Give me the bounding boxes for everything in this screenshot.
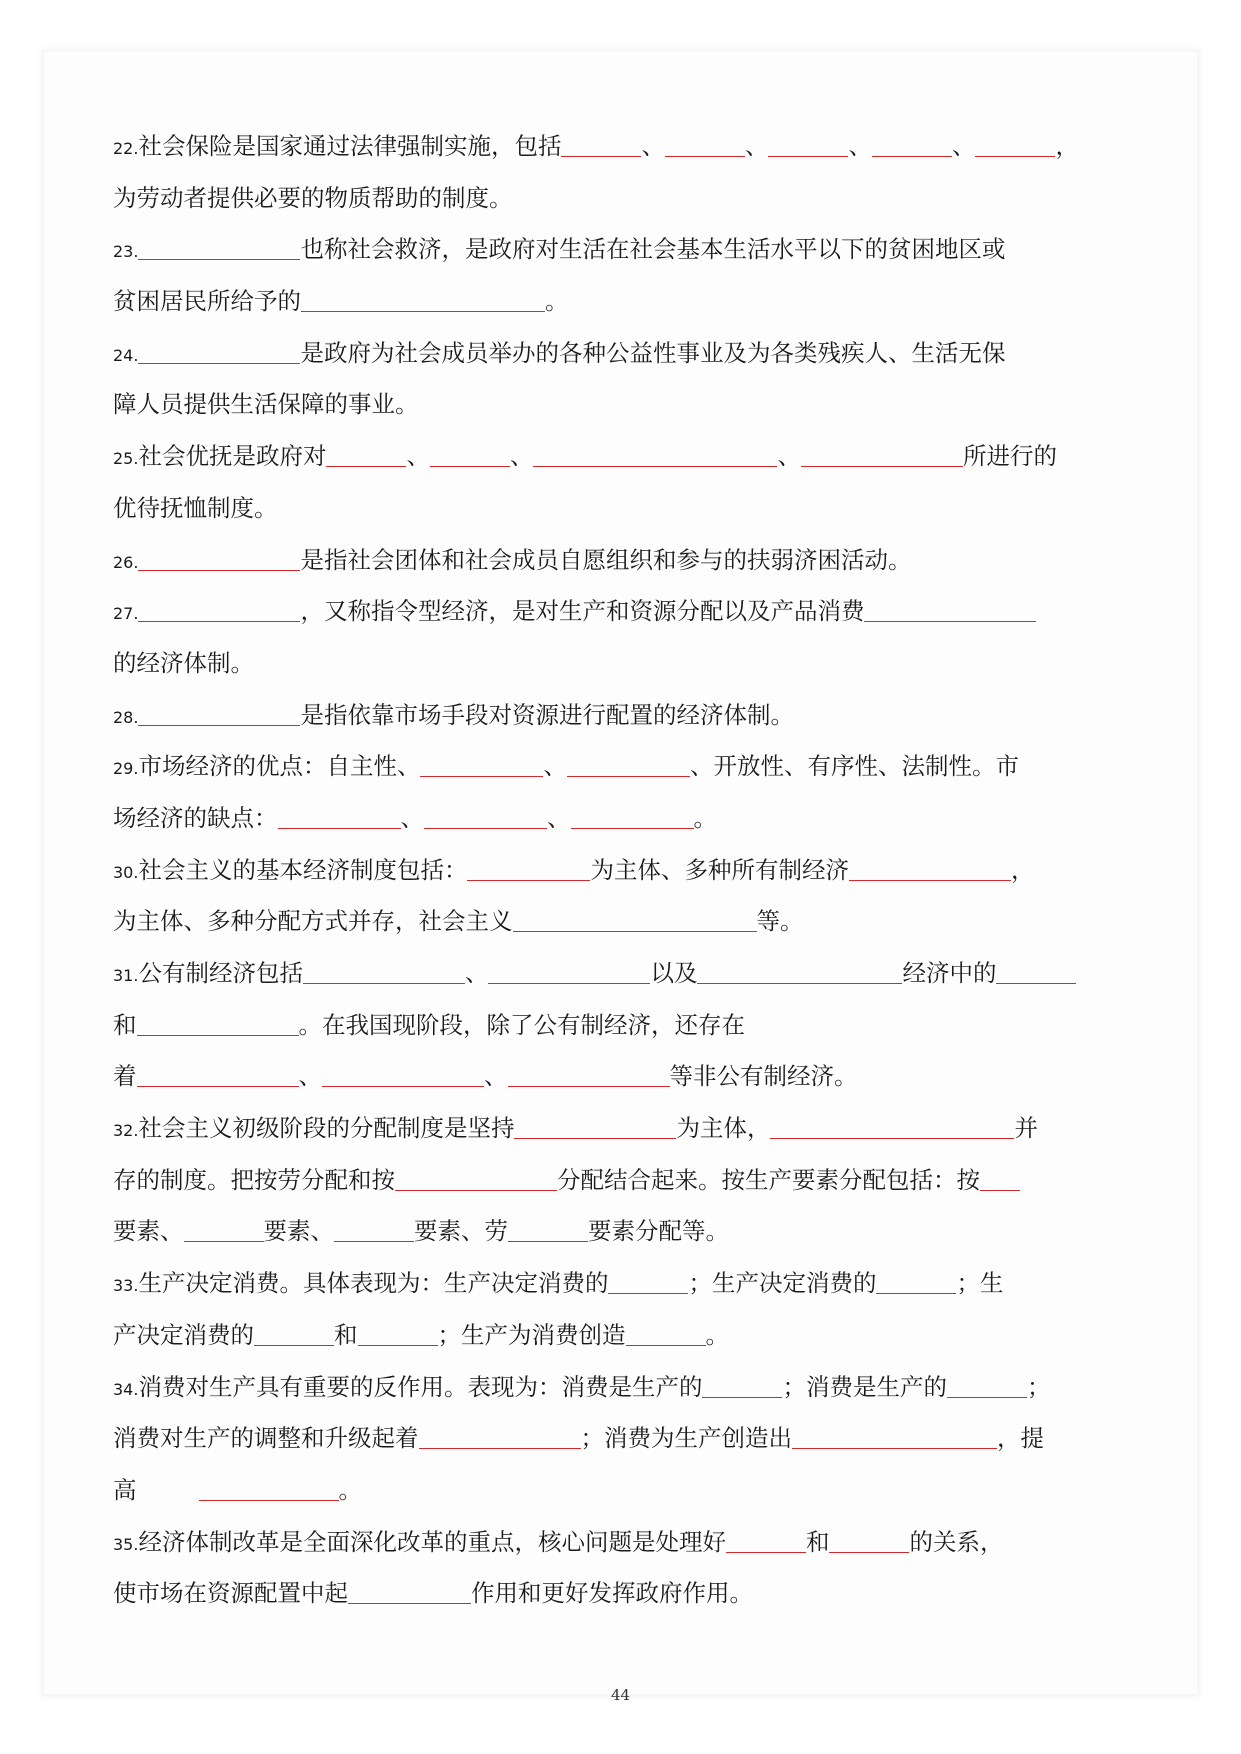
answer-blank[interactable] bbox=[322, 1064, 484, 1087]
question-text: 市场经济的优点：自主性、 bbox=[138, 752, 421, 781]
answer-blank[interactable] bbox=[801, 444, 963, 467]
question-24-cont bbox=[113, 382, 1143, 434]
question-30-cont bbox=[113, 899, 1143, 951]
question-number: 22. bbox=[113, 139, 139, 158]
question-34-cont bbox=[113, 1416, 1143, 1468]
question-text: 、 bbox=[777, 442, 801, 471]
question-33 bbox=[113, 1261, 1143, 1313]
answer-blank[interactable] bbox=[278, 806, 401, 829]
answer-blank[interactable] bbox=[770, 1116, 1014, 1139]
question-text: 和 bbox=[805, 1527, 830, 1556]
question-32 bbox=[113, 1106, 1143, 1158]
question-text: 障人员提供生活保障的事业。 bbox=[113, 390, 419, 419]
answer-blank[interactable] bbox=[975, 134, 1055, 157]
answer-blank[interactable] bbox=[571, 806, 694, 829]
question-text: ， bbox=[1010, 855, 1035, 884]
question-text: 消费对生产的调整和升级起着 bbox=[113, 1424, 419, 1453]
answer-blank[interactable] bbox=[184, 1219, 264, 1242]
question-number: 33. bbox=[113, 1276, 139, 1296]
question-text: 、 bbox=[641, 132, 665, 160]
answer-blank[interactable] bbox=[996, 961, 1076, 984]
answer-blank[interactable] bbox=[697, 961, 902, 984]
question-number: 31. bbox=[113, 966, 139, 985]
question-text: 贫困居民所给予的 bbox=[113, 287, 301, 316]
question-text: ；生产决定消费的 bbox=[688, 1269, 877, 1298]
question-29 bbox=[113, 744, 1143, 796]
question-text: 要素、 bbox=[113, 1217, 184, 1246]
answer-blank[interactable] bbox=[488, 961, 650, 984]
question-text: 是指社会团体和社会成员自愿组织和参与的扶弱济困活动。 bbox=[300, 545, 912, 574]
question-number: 32. bbox=[113, 1121, 139, 1141]
answer-blank[interactable] bbox=[137, 1064, 299, 1087]
question-text: 等非公有制经济。 bbox=[669, 1062, 858, 1091]
question-text: 经济中的 bbox=[902, 959, 997, 987]
question-34 bbox=[113, 1365, 1143, 1417]
question-text: ；生 bbox=[956, 1269, 1004, 1298]
question-text: 。 bbox=[705, 1320, 729, 1349]
question-text: 的关系， bbox=[909, 1527, 1004, 1556]
question-28 bbox=[113, 693, 1143, 745]
question-text: 经济体制改革是全面深化改革的重点，核心问题是处理好 bbox=[138, 1527, 726, 1556]
answer-blank[interactable] bbox=[424, 806, 547, 829]
question-text: 社会主义的基本经济制度包括： bbox=[138, 855, 468, 884]
answer-blank[interactable] bbox=[301, 289, 545, 312]
answer-blank[interactable] bbox=[138, 548, 300, 571]
answer-blank[interactable] bbox=[849, 858, 1011, 881]
question-text: 、 bbox=[848, 132, 872, 160]
question-number: 34. bbox=[113, 1379, 139, 1399]
question-text: ；消费为生产创造出 bbox=[580, 1424, 792, 1453]
question-text: 要素分配等。 bbox=[588, 1217, 729, 1246]
answer-blank[interactable] bbox=[430, 444, 510, 467]
question-text: 。 bbox=[693, 803, 717, 832]
question-number: 30. bbox=[113, 862, 139, 882]
answer-blank[interactable] bbox=[138, 703, 300, 726]
answer-blank[interactable] bbox=[980, 1168, 1020, 1191]
question-text: 、 bbox=[543, 752, 567, 781]
answer-blank[interactable] bbox=[254, 1323, 334, 1346]
answer-blank[interactable] bbox=[513, 909, 757, 932]
question-text: 为主体、多种分配方式并存，社会主义 bbox=[113, 907, 513, 936]
question-text: 的经济体制。 bbox=[113, 648, 254, 677]
question-text: 、 bbox=[298, 1062, 322, 1091]
question-22 bbox=[113, 124, 1143, 176]
question-number: 27. bbox=[113, 604, 139, 624]
answer-blank[interactable] bbox=[138, 237, 300, 260]
answer-blank[interactable] bbox=[138, 341, 300, 364]
question-text: 。 bbox=[545, 287, 569, 316]
question-text: 要素、 bbox=[263, 1217, 334, 1246]
question-text: 、 bbox=[464, 959, 489, 987]
answer-blank[interactable] bbox=[567, 754, 690, 777]
question-text: 要素、劳 bbox=[414, 1217, 508, 1246]
answer-blank[interactable] bbox=[533, 444, 777, 467]
question-text: 和 bbox=[334, 1320, 358, 1349]
question-text: 、 bbox=[509, 442, 534, 471]
question-text: 、 bbox=[744, 132, 769, 160]
question-text: 社会保险是国家通过法律强制实施，包括 bbox=[138, 132, 562, 160]
answer-blank[interactable] bbox=[702, 1375, 782, 1398]
answer-blank[interactable] bbox=[864, 599, 1036, 622]
question-text: 场经济的缺点： bbox=[113, 803, 278, 832]
question-text: 优待抚恤制度。 bbox=[113, 493, 278, 522]
question-text: 产决定消费的 bbox=[113, 1320, 254, 1349]
question-text: 为劳动者提供必要的物质帮助的制度。 bbox=[113, 183, 513, 212]
question-number: 25. bbox=[113, 449, 139, 469]
question-27 bbox=[113, 589, 1143, 641]
answer-blank[interactable] bbox=[829, 1530, 909, 1553]
answer-blank[interactable] bbox=[514, 1116, 676, 1139]
page-number: 44 bbox=[610, 1686, 631, 1704]
answer-blank[interactable] bbox=[792, 1426, 997, 1449]
question-text: 着 bbox=[113, 1062, 137, 1091]
answer-blank[interactable] bbox=[947, 1375, 1027, 1398]
question-text: 、 bbox=[406, 442, 430, 471]
answer-blank[interactable] bbox=[467, 858, 590, 881]
question-31-cont bbox=[113, 1003, 1143, 1055]
question-29-cont bbox=[113, 796, 1143, 848]
question-number: 35. bbox=[113, 1534, 139, 1554]
question-text: ，提 bbox=[997, 1424, 1044, 1453]
question-35-cont bbox=[113, 1571, 1143, 1623]
question-text: 高 bbox=[113, 1475, 137, 1504]
question-35 bbox=[113, 1520, 1143, 1572]
question-34-cont bbox=[113, 1468, 1143, 1520]
question-text: ；消费是生产的 bbox=[782, 1372, 947, 1401]
question-list bbox=[113, 124, 1143, 1623]
answer-blank[interactable] bbox=[334, 1219, 414, 1242]
question-number: 26. bbox=[113, 552, 139, 572]
question-text: 消费对生产具有重要的反作用。表现为：消费是生产的 bbox=[138, 1372, 703, 1401]
answer-blank[interactable] bbox=[872, 134, 952, 157]
question-32-cont bbox=[113, 1158, 1143, 1210]
question-text: ，又称指令型经济，是对生产和资源分配以及产品消费 bbox=[300, 597, 865, 626]
question-text: 、 bbox=[951, 132, 976, 160]
question-text: ； bbox=[1026, 1372, 1051, 1401]
question-text: 是指依靠市场手段对资源进行配置的经济体制。 bbox=[300, 700, 794, 729]
answer-blank[interactable] bbox=[358, 1323, 438, 1346]
answer-blank[interactable] bbox=[608, 1271, 688, 1294]
question-text: 和 bbox=[113, 1010, 137, 1039]
answer-blank[interactable] bbox=[326, 444, 406, 467]
answer-blank[interactable] bbox=[199, 1478, 339, 1501]
question-text: 使市场在资源配置中起 bbox=[113, 1579, 348, 1608]
question-number: 28. bbox=[113, 707, 139, 727]
question-text: 社会优抚是政府对 bbox=[138, 442, 327, 471]
question-32-cont bbox=[113, 1209, 1143, 1261]
answer-blank[interactable] bbox=[508, 1219, 588, 1242]
question-text: 。 bbox=[338, 1475, 362, 1504]
question-23-cont bbox=[113, 279, 1143, 331]
question-number: 23. bbox=[113, 242, 139, 262]
question-30 bbox=[113, 848, 1143, 900]
question-text: 、开放性、有序性、法制性。市 bbox=[689, 752, 1019, 781]
answer-blank[interactable] bbox=[138, 599, 300, 622]
question-text: 是政府为社会成员举办的各种公益性事业及为各类残疾人、生活无保 bbox=[300, 338, 1006, 367]
question-text: 存的制度。把按劳分配和按 bbox=[113, 1165, 395, 1194]
answer-blank[interactable] bbox=[348, 1581, 471, 1604]
answer-blank[interactable] bbox=[626, 1323, 706, 1346]
question-25 bbox=[113, 434, 1143, 486]
answer-blank[interactable] bbox=[137, 1013, 299, 1036]
answer-blank[interactable] bbox=[420, 754, 543, 777]
question-text: 、 bbox=[400, 803, 424, 832]
answer-blank[interactable] bbox=[508, 1064, 670, 1087]
answer-blank[interactable] bbox=[395, 1168, 557, 1191]
question-text: 、 bbox=[484, 1062, 508, 1091]
answer-blank[interactable] bbox=[726, 1530, 806, 1553]
question-27-cont bbox=[113, 641, 1143, 693]
question-23 bbox=[113, 227, 1143, 279]
question-text: 社会主义初级阶段的分配制度是坚持 bbox=[138, 1114, 515, 1143]
question-text: 并 bbox=[1014, 1114, 1038, 1143]
question-text: 作用和更好发挥政府作用。 bbox=[471, 1579, 753, 1608]
question-number: 29. bbox=[113, 759, 139, 779]
question-text: 所进行的 bbox=[962, 442, 1057, 471]
question-text: 。在我国现阶段，除了公有制经济，还存在 bbox=[298, 1010, 745, 1039]
question-text: 等。 bbox=[756, 907, 804, 936]
question-text: 也称社会救济，是政府对生活在社会基本生活水平以下的贫困地区或 bbox=[300, 235, 1006, 264]
answer-blank[interactable] bbox=[768, 134, 848, 157]
question-33-cont bbox=[113, 1313, 1143, 1365]
answer-blank[interactable] bbox=[876, 1271, 956, 1294]
question-31 bbox=[113, 951, 1143, 1003]
question-text: 以及 bbox=[650, 959, 698, 987]
answer-blank[interactable] bbox=[303, 961, 465, 984]
question-text: ， bbox=[1055, 132, 1079, 160]
answer-blank[interactable] bbox=[419, 1426, 581, 1449]
question-31-cont bbox=[113, 1054, 1143, 1106]
question-text: 分配结合起来。按生产要素分配包括：按 bbox=[557, 1165, 980, 1194]
question-text: 公有制经济包括 bbox=[138, 959, 303, 987]
question-text: 、 bbox=[547, 803, 571, 832]
question-25-cont bbox=[113, 486, 1143, 538]
question-text: ；生产为消费创造 bbox=[437, 1320, 626, 1349]
question-text: 为主体， bbox=[676, 1114, 771, 1143]
question-text: 为主体、多种所有制经济 bbox=[590, 855, 849, 884]
question-22-cont bbox=[113, 176, 1143, 228]
question-24 bbox=[113, 331, 1143, 383]
question-text: 生产决定消费。具体表现为：生产决定消费的 bbox=[138, 1269, 609, 1298]
answer-blank[interactable] bbox=[561, 134, 641, 157]
answer-blank[interactable] bbox=[665, 134, 745, 157]
question-26 bbox=[113, 538, 1143, 590]
question-number: 24. bbox=[113, 345, 139, 365]
